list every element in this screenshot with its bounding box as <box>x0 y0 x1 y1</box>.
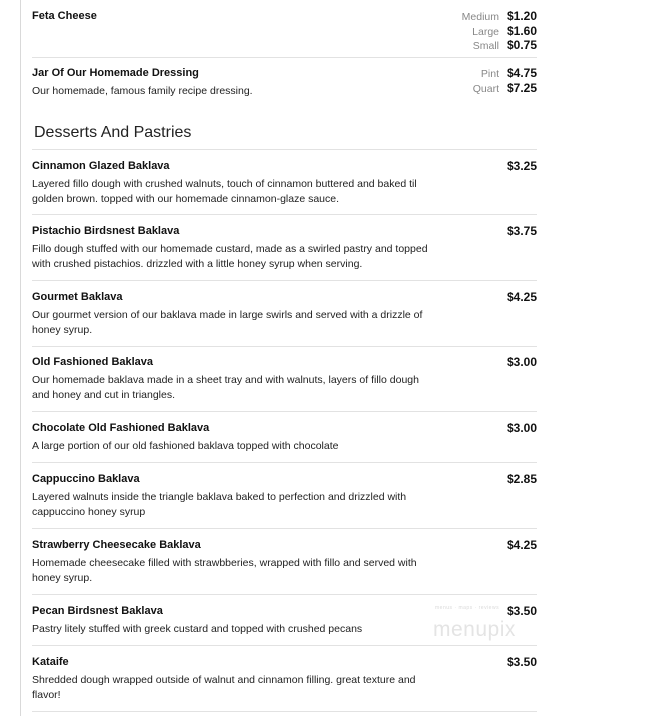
menu-item <box>32 150 537 215</box>
size-row <box>439 38 537 53</box>
item-price: $3.50 <box>506 604 537 618</box>
menu-item <box>32 347 537 412</box>
item-name: Kataife <box>32 656 69 668</box>
item-name: Pistachio Birdsnest Baklava <box>32 225 180 237</box>
item-description: Our homemade baklava made in a sheet tray and with walnuts, layers of fillo dough and honey and cut in triangles. <box>32 374 419 401</box>
item-description: Fillo dough stuffed with our homemade custard, made as a swirled pastry and topped with crushed pistachios. drizzled with a little honey syrup when serving. <box>32 243 428 270</box>
size-row <box>439 66 537 81</box>
left-divider-line <box>20 0 21 716</box>
watermark-logo: menupix <box>433 618 516 641</box>
size-label: Medium <box>461 11 499 23</box>
size-price: $1.20 <box>506 9 537 23</box>
size-label: Large <box>472 25 499 38</box>
item-name: Jar Of Our Homemade Dressing <box>32 67 199 79</box>
item-description: Shredded dough wrapped outside of walnut and cinnamon filling. great texture and flavor! <box>32 674 416 701</box>
item-description: Pastry litely stuffed with greek custard and topped with crushed pecans <box>32 623 363 635</box>
size-label: Small <box>472 40 499 52</box>
menu-item <box>32 463 537 529</box>
item-price: $3.00 <box>506 355 537 369</box>
menu-item <box>32 281 537 347</box>
watermark-tagline: menus · maps · reviews <box>435 605 500 611</box>
size-price: $7.25 <box>506 80 537 95</box>
size-row <box>439 9 537 24</box>
item-name: Cappuccino Baklava <box>32 473 140 485</box>
item-name: Feta Cheese <box>32 10 97 22</box>
section-title: Desserts And Pastries <box>34 124 192 141</box>
menu-item <box>32 215 537 281</box>
size-row <box>439 24 537 39</box>
size-price: $4.75 <box>506 66 537 80</box>
item-price: $3.25 <box>506 159 537 173</box>
item-price: $4.25 <box>506 538 537 552</box>
item-description: A large portion of our old fashioned baklava topped with chocolate <box>32 440 339 452</box>
item-name: Pecan Birdsnest Baklava <box>32 605 163 617</box>
menu-item-feta-cheese <box>32 9 537 58</box>
item-price: $2.85 <box>506 472 537 486</box>
item-name: Gourmet Baklava <box>32 291 123 303</box>
item-name: Strawberry Cheesecake Baklava <box>32 539 201 551</box>
item-description: Our gourmet version of our baklava made in large swirls and served with a drizzle of honey syrup. <box>32 309 423 336</box>
size-label: Quart <box>472 82 499 95</box>
item-name: Old Fashioned Baklava <box>32 356 154 368</box>
item-name: Cinnamon Glazed Baklava <box>32 160 170 172</box>
menu-item-homemade-dressing <box>32 66 537 105</box>
item-name: Chocolate Old Fashioned Baklava <box>32 422 210 434</box>
menu-item <box>32 529 537 595</box>
size-label: Pint <box>480 68 499 80</box>
size-price: $1.60 <box>506 23 537 38</box>
item-price: $3.50 <box>506 655 537 669</box>
size-price-table <box>439 9 537 53</box>
item-description: Homemade cheesecake filled with strawbberies, wrapped with fillo and served with honey syrup. <box>32 557 417 584</box>
size-price: $0.75 <box>506 38 537 52</box>
size-row <box>439 81 537 96</box>
item-description: Layered walnuts inside the triangle baklava baked to perfection and drizzled with cappuccino honey syrup <box>32 491 407 518</box>
item-description: Our homemade, famous family recipe dressing. <box>32 85 253 97</box>
menu-item <box>32 412 537 463</box>
item-description: Layered fillo dough with crushed walnuts, touch of cinnamon buttered and baked til golden brown. topped with our homemade cinnamon-glaze sauce. <box>32 178 417 205</box>
menu-item <box>32 646 537 712</box>
item-price: $4.25 <box>506 290 537 304</box>
item-price: $3.75 <box>506 224 537 238</box>
item-price: $3.00 <box>506 421 537 435</box>
size-price-table <box>439 66 537 95</box>
